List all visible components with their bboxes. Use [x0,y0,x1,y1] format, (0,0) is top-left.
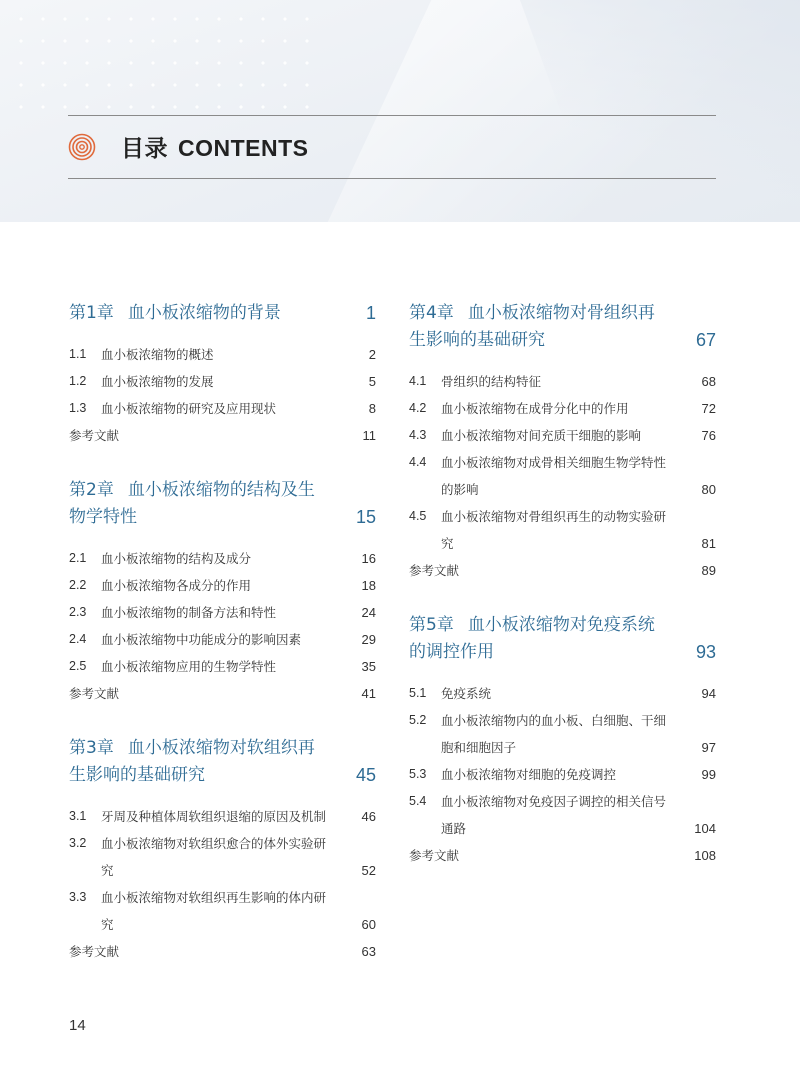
chapter-title: 血小板浓缩物对骨组织再生影响的基础研究 [409,303,655,350]
chapter-heading[interactable] [69,477,376,531]
header-bottom-rule [68,178,716,179]
section-page: 5 [368,374,376,389]
section-number: 1.2 [69,374,87,388]
section-page: 35 [361,659,376,674]
references-page: 89 [701,563,716,578]
chapter-page: 67 [695,330,716,350]
section-number: 5.1 [409,686,427,700]
header-band [0,0,800,222]
toc-entry[interactable] [409,395,716,422]
section-title: 血小板浓缩物的研究及应用现状 [101,401,277,416]
chapter-number: 第3章 [69,738,114,758]
section-page: 8 [368,401,376,416]
chapter-title: 血小板浓缩物的结构及生物学特性 [69,480,315,527]
section-title: 血小板浓缩物对软组织愈合的体外实验研究 [101,836,327,878]
header-top-rule [68,115,716,116]
chapter-title-wrap [409,612,716,666]
section-title: 血小板浓缩物对骨组织再生的动物实验研究 [441,509,667,551]
section-page: 99 [701,767,716,782]
section-number: 5.3 [409,767,427,781]
chapter-number: 第4章 [409,303,454,323]
section-page: 68 [701,374,716,389]
section-number: 3.2 [69,836,87,850]
references-entry[interactable] [69,422,376,449]
section-title: 血小板浓缩物对细胞的免疫调控 [441,767,617,782]
chapter-title-wrap [69,735,376,789]
section-page: 97 [701,740,716,755]
toc-entry[interactable] [409,503,716,557]
section-page: 18 [361,578,376,593]
spacer [409,584,716,612]
section-title: 血小板浓缩物对成骨相关细胞生物学特性的影响 [441,455,667,497]
chapter-title: 血小板浓缩物的背景 [127,303,281,323]
section-title: 血小板浓缩物的结构及成分 [101,551,252,566]
toc-left-column [69,300,376,965]
section-page: 29 [361,632,376,647]
section-page: 46 [361,809,376,824]
section-number: 4.1 [409,374,427,388]
toc-entry[interactable] [69,626,376,653]
section-number: 1.1 [69,347,87,361]
page-number: 14 [69,1017,86,1034]
chapter-title: 血小板浓缩物对软组织再生影响的基础研究 [69,738,315,785]
chapter-title: 血小板浓缩物对免疫系统的调控作用 [409,615,655,662]
section-number: 4.2 [409,401,427,415]
section-page: 80 [701,482,716,497]
toc-entry[interactable] [69,653,376,680]
references-entry[interactable] [69,680,376,707]
chapter-heading[interactable] [69,735,376,789]
section-title: 血小板浓缩物各成分的作用 [101,578,252,593]
dot-pattern [10,8,310,118]
section-page: 104 [694,821,716,836]
toc-entry[interactable] [69,395,376,422]
chapter-title-wrap [69,477,376,531]
references-page: 41 [361,686,376,701]
section-title: 血小板浓缩物的发展 [101,374,214,389]
chapter-page: 15 [355,507,376,527]
section-page: 76 [701,428,716,443]
section-list [409,680,716,869]
section-title: 血小板浓缩物对免疫因子调控的相关信号通路 [441,794,667,836]
section-title: 血小板浓缩物的概述 [101,347,214,362]
title-cn: 目录 [121,135,168,161]
toc-entry[interactable] [69,572,376,599]
concentric-circles-icon [68,133,96,161]
section-number: 2.5 [69,659,87,673]
references-label: 参考文献 [69,944,120,959]
section-title: 血小板浓缩物在成骨分化中的作用 [441,401,629,416]
toc-entry[interactable] [409,788,716,842]
section-list [69,803,376,965]
chapter-title-wrap [69,300,376,327]
page-title [121,130,309,163]
references-page: 11 [362,428,376,443]
chapter-page: 45 [355,765,376,785]
section-number: 3.3 [69,890,87,904]
toc-entry[interactable] [409,761,716,788]
section-number: 1.3 [69,401,87,415]
chapter-title-wrap [409,300,716,354]
section-number: 4.4 [409,455,427,469]
section-page: 16 [361,551,376,566]
section-number: 3.1 [69,809,87,823]
chapter-heading[interactable] [69,300,376,327]
section-page: 24 [361,605,376,620]
section-list [69,545,376,707]
references-entry[interactable] [69,938,376,965]
section-number: 4.5 [409,509,427,523]
toc-entry[interactable] [69,368,376,395]
section-number: 2.4 [69,632,87,646]
chapter-page: 1 [365,303,376,323]
references-page: 63 [361,944,376,959]
section-page: 60 [361,917,376,932]
toc-right-column [409,300,716,869]
section-list [69,341,376,449]
toc-entry[interactable] [409,449,716,503]
toc-entry[interactable] [69,803,376,830]
title-en: CONTENTS [178,135,309,161]
toc-entry[interactable] [69,545,376,572]
toc-entry[interactable] [409,368,716,395]
references-page: 108 [694,848,716,863]
references-entry[interactable] [409,842,716,869]
chapter-page: 93 [695,642,716,662]
toc-entry[interactable] [409,680,716,707]
references-label: 参考文献 [69,686,120,701]
references-label: 参考文献 [69,428,120,443]
section-list [409,368,716,584]
references-label: 参考文献 [409,848,460,863]
toc-entry[interactable] [69,830,376,884]
references-label: 参考文献 [409,563,460,578]
section-page: 81 [701,536,716,551]
section-title: 血小板浓缩物应用的生物学特性 [101,659,277,674]
section-number: 4.3 [409,428,427,442]
section-page: 2 [368,347,376,362]
chapter-number: 第2章 [69,480,114,500]
section-title: 骨组织的结构特征 [441,374,542,389]
chapter-number: 第1章 [69,303,114,323]
references-entry[interactable] [409,557,716,584]
section-number: 5.2 [409,713,427,727]
toc-entry[interactable] [69,341,376,368]
section-title: 牙周及种植体周软组织退缩的原因及机制 [101,809,327,824]
spacer [69,449,376,477]
toc-entry[interactable] [409,707,716,761]
toc-entry[interactable] [409,422,716,449]
section-page: 72 [701,401,716,416]
section-number: 5.4 [409,794,427,808]
section-number: 2.2 [69,578,87,592]
section-title: 血小板浓缩物的制备方法和特性 [101,605,277,620]
section-title: 血小板浓缩物内的血小板、白细胞、干细胞和细胞因子 [441,713,667,755]
spacer [69,707,376,735]
chapter-heading[interactable] [409,300,716,354]
section-title: 血小板浓缩物中功能成分的影响因素 [101,632,302,647]
section-number: 2.3 [69,605,87,619]
section-page: 94 [701,686,716,701]
toc-entry[interactable] [69,599,376,626]
section-title: 血小板浓缩物对间充质干细胞的影响 [441,428,642,443]
section-page: 52 [361,863,376,878]
chapter-number: 第5章 [409,615,454,635]
section-number: 2.1 [69,551,87,565]
section-title: 免疫系统 [441,686,492,701]
chapter-heading[interactable] [409,612,716,666]
toc-entry[interactable] [69,884,376,938]
section-title: 血小板浓缩物对软组织再生影响的体内研究 [101,890,327,932]
